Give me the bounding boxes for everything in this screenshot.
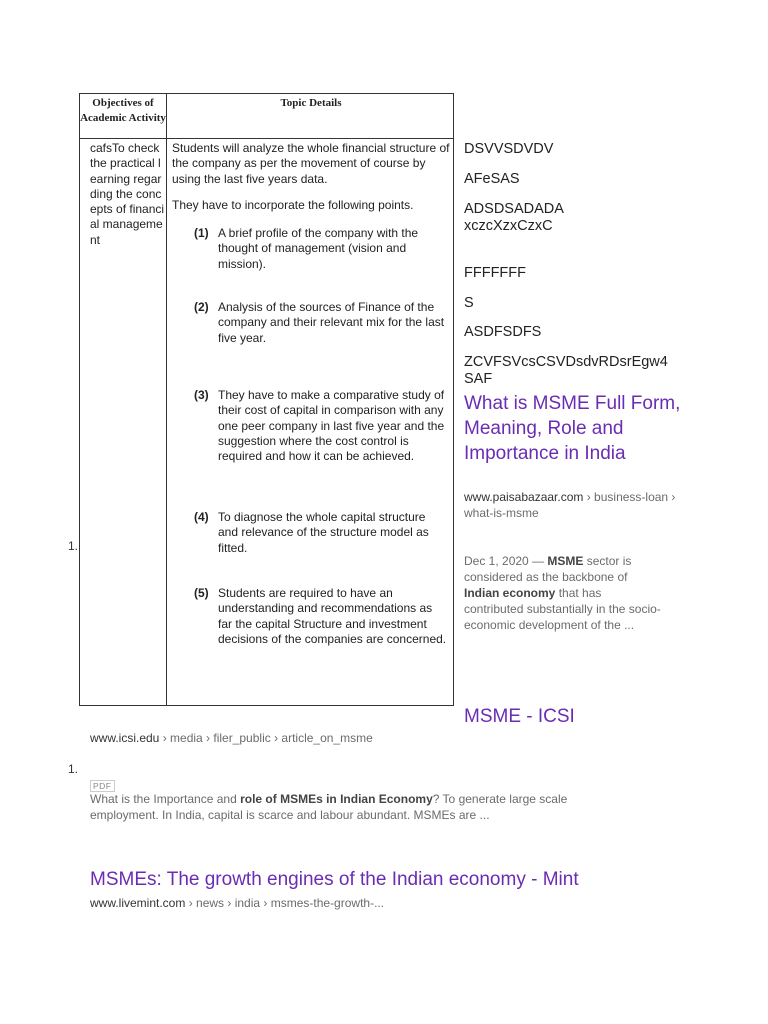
result-title-msme-full-form[interactable]: What is MSME Full Form, Meaning, Role and Importance in India bbox=[464, 393, 681, 464]
activity-table bbox=[79, 93, 454, 706]
text-line: ADSDSADADA bbox=[464, 201, 564, 217]
result-snippet bbox=[464, 553, 664, 633]
text-line: S bbox=[464, 295, 474, 311]
mint-domain: www.livemint.com bbox=[90, 896, 186, 910]
point-text: To diagnose the whole capital structure and relevance of the structure model as fitted. bbox=[218, 510, 429, 555]
text-line: ASDFSDFS bbox=[464, 324, 542, 340]
icsi-path: › media › filer_public › article_on_msme bbox=[159, 731, 373, 745]
table-column-divider bbox=[166, 94, 167, 705]
snippet-bold: role of MSMEs in Indian Economy bbox=[240, 792, 433, 806]
text-line: ZCVFSVcsCSVDsdvRDsrEgw4 bbox=[464, 354, 668, 370]
icsi-snippet bbox=[90, 791, 630, 823]
text-line: SAF bbox=[464, 371, 493, 387]
snippet-text: ? To generate large scale employment. In India, capital is scarce and labour abundant. MSMEs are ... bbox=[90, 792, 568, 822]
icsi-url[interactable] bbox=[90, 730, 373, 746]
text-line: AFeSAS bbox=[464, 171, 520, 187]
table-header-topic-details: Topic Details bbox=[280, 97, 342, 109]
list-number: 1. bbox=[68, 762, 79, 776]
result-title-mint[interactable]: MSMEs: The growth engines of the Indian economy - Mint bbox=[90, 869, 579, 890]
pdf-label: PDF bbox=[90, 780, 115, 792]
table-header-divider bbox=[80, 138, 453, 139]
result-url[interactable] bbox=[464, 489, 704, 521]
result-path: › business-loan › what-is-msme bbox=[464, 490, 676, 520]
mint-path: › news › india › msmes-the-growth-... bbox=[185, 896, 385, 910]
point-number: (4) bbox=[194, 510, 209, 524]
text-line: xczcXzxCzxC bbox=[464, 218, 553, 234]
result-domain: www.paisabazaar.com bbox=[464, 490, 584, 504]
mint-url[interactable] bbox=[90, 895, 384, 911]
point-number: (5) bbox=[194, 586, 209, 600]
icsi-domain: www.icsi.edu bbox=[90, 731, 160, 745]
point-text: They have to make a comparative study of their cost of capital in comparison with any one peer company in last five year and the suggestion where the cost control is required and how it can be achieved. bbox=[218, 388, 445, 464]
point-text: Analysis of the sources of Finance of the company and their relevant mix for the last five year. bbox=[218, 300, 445, 345]
table-header-objectives: Objectives of Academic Activity bbox=[80, 97, 166, 124]
snippet-bold: Indian economy bbox=[464, 586, 556, 600]
text-line: FFFFFFF bbox=[464, 265, 527, 281]
snippet-bold: MSME bbox=[547, 554, 584, 568]
snippet-date: Dec 1, 2020 — bbox=[464, 554, 548, 568]
topic-intro-2: They have to incorporate the following points. bbox=[172, 198, 414, 212]
text-line: DSVVSDVDV bbox=[464, 141, 554, 157]
objective-text: cafsTo check the practical learning regarding the concepts of financial manageme nt bbox=[90, 141, 165, 247]
snippet-text: sector is considered as the backbone of bbox=[464, 554, 632, 584]
point-number: (2) bbox=[194, 300, 209, 314]
point-number: (3) bbox=[194, 388, 209, 402]
snippet-text: that has contributed substantially in the socio-economic development of the ... bbox=[464, 586, 661, 632]
list-number: 1. bbox=[68, 539, 79, 553]
topic-intro: Students will analyze the whole financial structure of the company as per the movement of course by using the last five years data. bbox=[172, 141, 450, 186]
point-text: A brief profile of the company with the thought of management (vision and mission). bbox=[218, 226, 419, 271]
snippet-text: What is the Importance and bbox=[90, 792, 241, 806]
point-text: Students are required to have an understanding and recommendations as far the capital Structure and investment decisions of the companies are concerned. bbox=[218, 586, 447, 646]
result-title-msme-icsi[interactable]: MSME - ICSI bbox=[464, 706, 575, 727]
point-number: (1) bbox=[194, 226, 209, 240]
